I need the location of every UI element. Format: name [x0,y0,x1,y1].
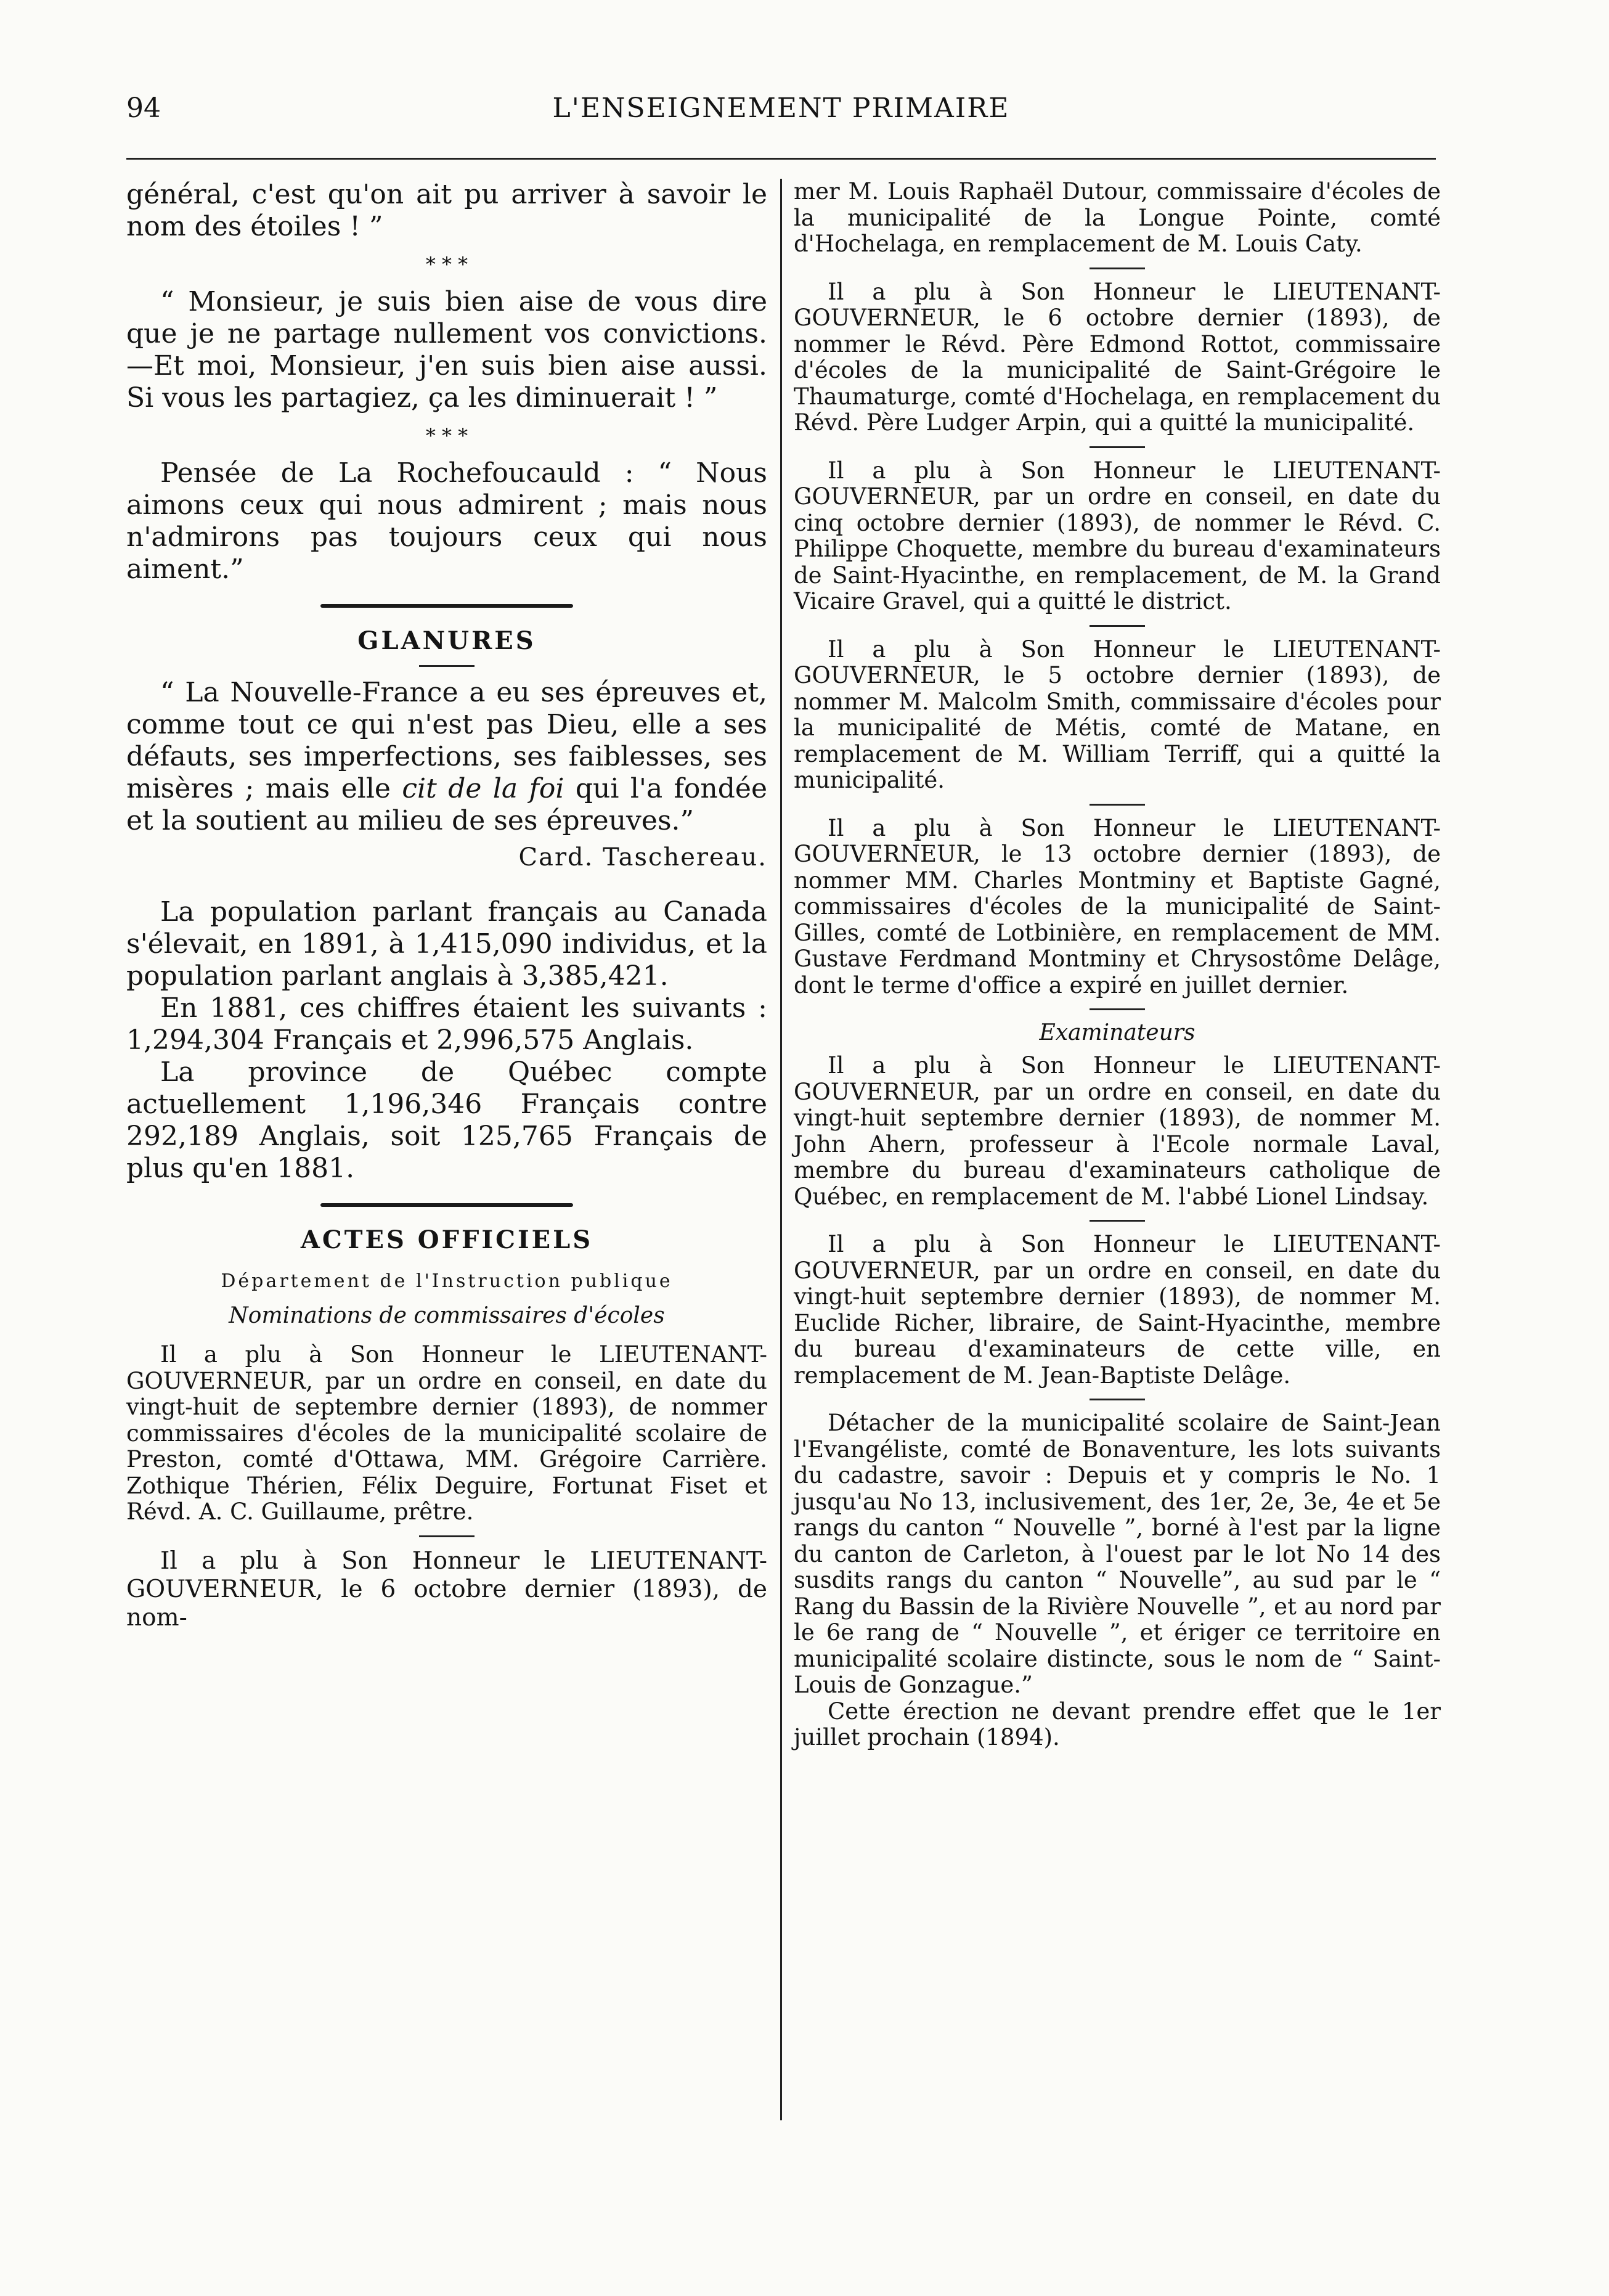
quote-signature: Card. Taschereau. [518,843,767,872]
asterism-2: * * * [425,424,468,447]
nomination-montminy: Il a plu à Son Honneur le LIEUTENANT-GOUVERNEUR, le 13 octobre dernier (1893), de nommer MM. Charles Montminy et Baptiste Gagné, commissaires d'écoles de la municipalité de Saint-Gilles, comté de Lotbinière, en remplacement de MM. Gustave Ferdmand Montminy et Chrysostôme Delâge, dont le terme d'office a expiré en juillet dernier. [794,814,1441,999]
header-title: L'ENSEIGNEMENT PRIMAIRE [552,92,1010,124]
quote-text: “ La Nouvelle-France a eu ses épreuves et, comme tout ce qui n'est pas Dieu, elle a ses défauts, ses imperfections, ses faiblesses, ses misères ; mais elle [126,677,767,804]
right-column [794,179,1441,1751]
short-rule [1090,625,1145,627]
asterism-1: * * * [425,253,468,276]
paragraph-monsieur: “ Monsieur, je suis bien aise de vous dire que je ne partage nullement vos convictions. —Et moi, Monsieur, j'en suis bien aise aussi. Si vous les partagiez, ça les diminuerait ! ” [126,286,767,414]
paragraph-etoiles: général, c'est qu'on ait pu arriver à savoir le nom des étoiles ! ” [126,179,767,242]
section-title-actes: ACTES OFFICIELS [300,1225,593,1254]
short-rule [1090,1220,1145,1222]
quote-text-end: qui l'a fondée et la soutient au milieu de ses épreuves.” [126,773,768,836]
ornament-rule-1 [320,604,573,608]
section-title-glanures: GLANURES [357,626,536,655]
paragraph-rochefoucauld: Pensée de La Rochefoucauld : “ Nous aimons ceux qui nous admirent ; mais nous n'admirons pas toujours ceux qui nous aiment.” [126,457,767,585]
header-rule [126,158,1436,160]
column-divider [780,179,782,2120]
quote-nouvelle-france [126,677,767,837]
short-rule [1090,804,1145,806]
paragraph-population-1891: La population parlant français au Canada s'élevait, en 1891, à 1,415,090 individus, et la population parlant anglais à 3,385,421. [126,896,767,992]
left-column [126,179,767,1632]
page-number: 94 [126,92,161,124]
nomination-choquette: Il a plu à Son Honneur le LIEUTENANT-GOUVERNEUR, par un ordre en conseil, en date du cinq octobre dernier (1893), de nommer le Révd. C. Philippe Choquette, membre du bureau d'examinateurs de Saint-Hyacinthe, en remplacement, de M. la Grand Vicaire Gravel, qui a quitté le district. [794,457,1441,615]
nomination-continued: Il a plu à Son Honneur le LIEUTENANT-GOUVERNEUR, le 6 octobre dernier (1893), de nom- [126,1546,767,1632]
nomination-dutour: mer M. Louis Raphaël Dutour, commissaire d'écoles de la municipalité de la Longue Pointe, comté d'Hochelaga, en remplacement de M. Louis Caty. [794,178,1441,257]
short-rule [1090,1399,1145,1400]
short-rule [419,1535,475,1537]
short-rule [1090,268,1145,269]
nomination-preston: Il a plu à Son Honneur le LIEUTENANT-GOUVERNEUR, par un ordre en conseil, en date du vingt-huit de septembre dernier (1893), de nommer commissaires d'écoles de la municipalité scolaire de Preston, comté d'Ottawa, MM. Grégoire Carrière. Zothique Thérien, Félix Deguire, Fortunat Fiset et Révd. A. C. Guillaume, prêtre. [126,1341,767,1525]
paragraph-erection: Cette érection ne devant prendre effet que le 1er juillet prochain (1894). [794,1697,1441,1751]
nomination-smith: Il a plu à Son Honneur le LIEUTENANT-GOUVERNEUR, le 5 octobre dernier (1893), de nommer M. Malcolm Smith, commissaire d'écoles pour la municipalité de Métis, comté de Matane, en remplacement de M. William Terriff, qui a quitté la municipalité. [794,635,1441,793]
department-heading: Département de l'Instruction publique [221,1270,673,1292]
nomination-richer: Il a plu à Son Honneur le LIEUTENANT-GOUVERNEUR, par un ordre en conseil, en date du vingt-huit septembre dernier (1893), de nommer M. Euclide Richer, libraire, de Saint-Hyacinthe, membre du bureau d'examinateurs de cette ville, en remplacement de M. Jean-Baptiste Delâge. [794,1231,1441,1389]
nomination-rottot: Il a plu à Son Honneur le LIEUTENANT-GOUVERNEUR, le 6 octobre dernier (1893), de nommer le Révd. Père Edmond Rottot, commissaire d'écoles de la municipalité de Saint-Grégoire le Thaumaturge, comté d'Hochelaga, en remplacement du Révd. Père Ludger Arpin, qui a quitté la municipalité. [794,278,1441,436]
short-rule [1090,446,1145,448]
short-rule [419,665,475,667]
paragraph-population-1881: En 1881, ces chiffres étaient les suivants : 1,294,304 Français et 2,996,575 Anglais. [126,992,767,1056]
ornament-rule-2 [320,1203,573,1207]
running-head [126,92,1436,136]
nomination-ahern: Il a plu à Son Honneur le LIEUTENANT-GOUVERNEUR, par un ordre en conseil, en date du vingt-huit septembre dernier (1893), de nommer M. John Ahern, professeur à l'Ecole normale Laval, membre du bureau d'examinateurs catholique de Québec, en remplacement de M. l'abbé Lionel Lindsay. [794,1052,1441,1210]
subheading-examinateurs: Examinateurs [1039,1020,1196,1045]
quote-italic: cit de la foi [402,773,564,804]
short-rule [1090,1008,1145,1010]
paragraph-detacher: Détacher de la municipalité scolaire de Saint-Jean l'Evangéliste, comté de Bonaventure, les lots suivants du cadastre, savoir : Depuis et y compris le No. 1 jusqu'au No 13, inclusivement, des 1er, 2e, 3e, 4e et 5e rangs du canton “ Nouvelle ”, borné à l'est par la ligne du canton de Carleton, à l'ouest par le lot No 14 des susdits rangs du canton “ Nouvelle”, au sud par le “ Rang du Bassin de la Rivière Nouvelle ”, et au nord par le 6e rang de “ Nouvelle ”, et ériger ce territoire en municipalité scolaire distincte, sous le nom de “ Saint-Louis de Gonzague.” [794,1410,1441,1698]
subheading-nominations: Nominations de commissaires d'écoles [229,1303,665,1328]
paragraph-population-quebec: La province de Québec compte actuellement 1,196,346 Français contre 292,189 Anglais, soit 125,765 Français de plus qu'en 1881. [126,1056,767,1184]
